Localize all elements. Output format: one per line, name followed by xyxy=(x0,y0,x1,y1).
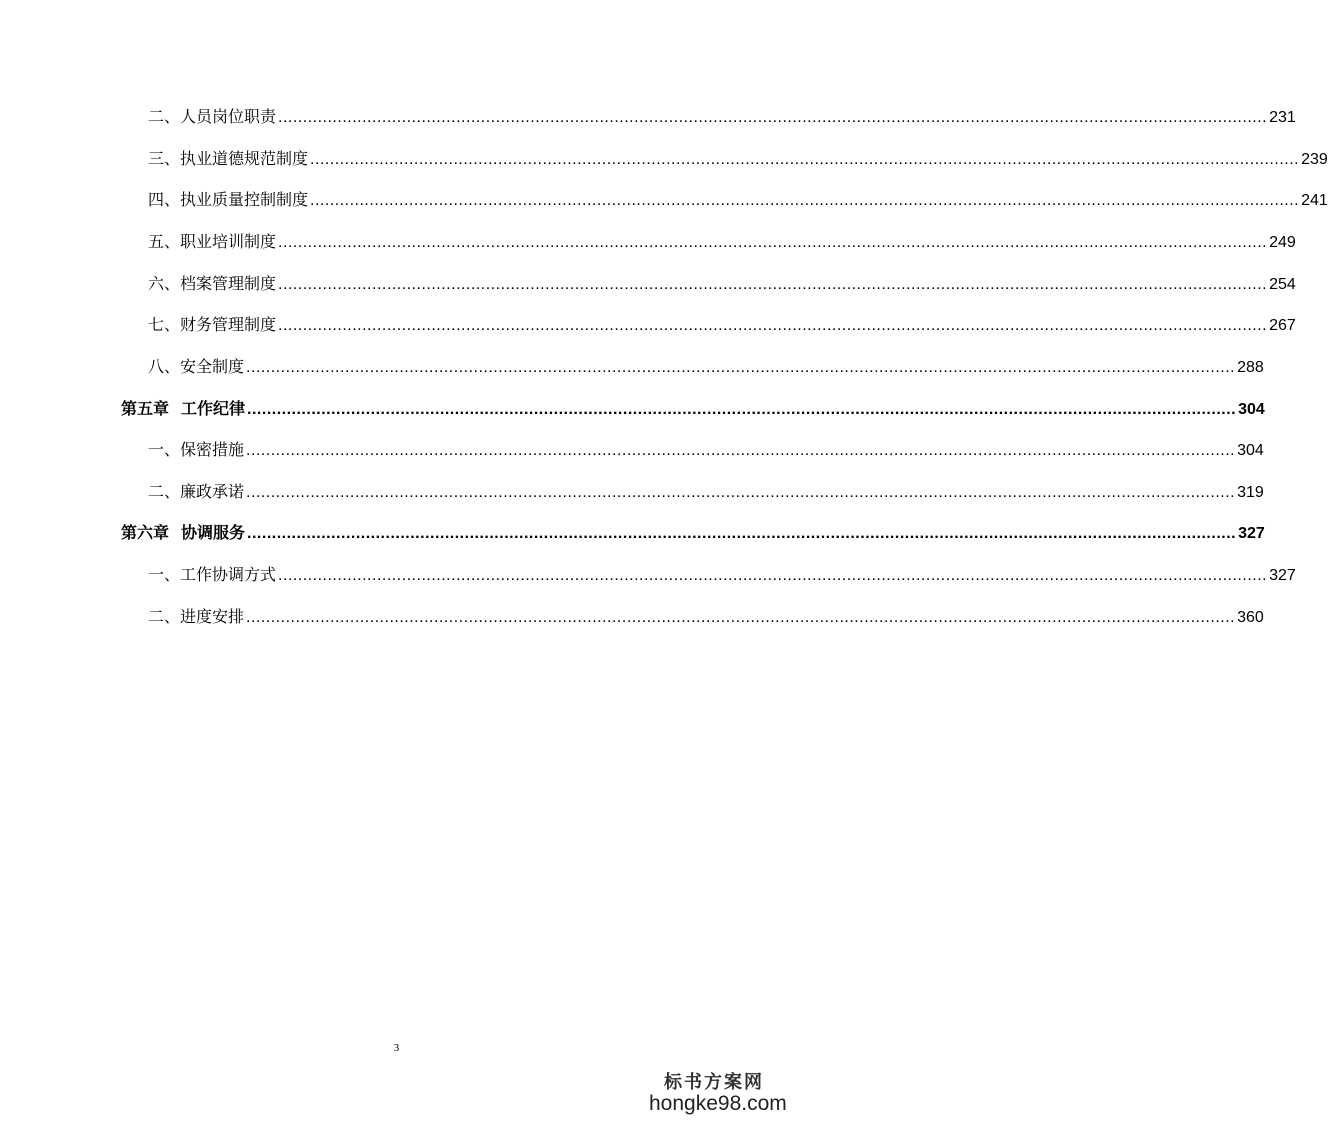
toc-leader-dots: ........................................................................................................................................................................................................ xyxy=(278,567,1268,584)
toc-leader-dots: ........................................................................................................................................................................................................ xyxy=(246,359,1236,376)
toc-entry[interactable] xyxy=(0,146,1328,172)
toc-entry-page: 231 xyxy=(1269,109,1296,126)
toc-entry[interactable] xyxy=(0,229,1296,255)
toc-leader-dots: ........................................................................................................................................................................................................ xyxy=(247,401,1237,418)
toc-entry-number: 一、 xyxy=(148,565,181,584)
toc-entry-page: 327 xyxy=(1269,567,1296,584)
toc-chapter-page: 327 xyxy=(1238,525,1265,542)
toc-entry-page: 267 xyxy=(1269,317,1296,334)
toc-entry-title: 工作协调方式 xyxy=(180,565,277,584)
toc-chapter-entry[interactable] xyxy=(0,396,1265,422)
toc-entry[interactable] xyxy=(0,312,1296,338)
toc-leader-dots: ........................................................................................................................................................................................................ xyxy=(246,484,1236,501)
toc-chapter-number: 第五章 xyxy=(121,399,170,418)
toc-entry-title: 人员岗位职责 xyxy=(180,107,277,126)
toc-entry-page: 249 xyxy=(1269,234,1296,251)
toc-entry-page: 304 xyxy=(1237,442,1264,459)
watermark-logo xyxy=(649,1068,787,1116)
toc-entry[interactable] xyxy=(0,437,1264,463)
toc-entry-number: 八、 xyxy=(148,357,181,376)
toc-entry-title: 进度安排 xyxy=(180,607,245,626)
toc-entry[interactable] xyxy=(0,354,1264,380)
toc-entry-number: 七、 xyxy=(148,315,181,334)
toc-leader-dots: ........................................................................................................................................................................................................ xyxy=(246,442,1236,459)
toc-entry-page: 239 xyxy=(1301,151,1328,168)
toc-entry-number: 二、 xyxy=(148,607,181,626)
toc-leader-dots: ........................................................................................................................................................................................................ xyxy=(278,234,1268,251)
toc-leader-dots: ........................................................................................................................................................................................................ xyxy=(278,109,1268,126)
page-number: 3 xyxy=(393,1042,400,1054)
toc-entry-title: 职业培训制度 xyxy=(180,232,277,251)
toc-leader-dots: ........................................................................................................................................................................................................ xyxy=(246,609,1236,626)
toc-leader-dots: ........................................................................................................................................................................................................ xyxy=(247,525,1237,542)
toc-chapter-page: 304 xyxy=(1238,401,1265,418)
toc-entry-title: 档案管理制度 xyxy=(180,274,277,293)
toc-entry-title: 廉政承诺 xyxy=(180,482,245,501)
toc-entry-page: 241 xyxy=(1301,192,1328,209)
toc-entry[interactable] xyxy=(0,604,1264,630)
toc-entry[interactable] xyxy=(0,479,1264,505)
toc-entry-title: 安全制度 xyxy=(180,357,245,376)
watermark-url-text: hongke98.com xyxy=(649,1092,787,1115)
toc-leader-dots: ........................................................................................................................................................................................................ xyxy=(278,317,1268,334)
toc-entry-title: 执业质量控制制度 xyxy=(180,190,309,209)
toc-entry-number: 六、 xyxy=(148,274,181,293)
toc-entry[interactable] xyxy=(0,562,1296,588)
toc-entry-number: 一、 xyxy=(148,440,181,459)
toc-chapter-title: 工作纪律 xyxy=(181,399,246,418)
toc-entry-number: 二、 xyxy=(148,107,181,126)
toc-leader-dots: ........................................................................................................................................................................................................ xyxy=(310,151,1300,168)
toc-entry[interactable] xyxy=(0,271,1296,297)
toc-entry-page: 288 xyxy=(1237,359,1264,376)
toc-leader-dots: ........................................................................................................................................................................................................ xyxy=(310,192,1300,209)
toc-entry-number: 四、 xyxy=(148,190,181,209)
toc-chapter-entry[interactable] xyxy=(0,520,1265,546)
toc-entry[interactable] xyxy=(0,187,1328,213)
toc-entry[interactable] xyxy=(0,104,1296,130)
toc-entry-title: 财务管理制度 xyxy=(180,315,277,334)
toc-entry-page: 254 xyxy=(1269,276,1296,293)
watermark-cn-text: 标书方案网 xyxy=(664,1072,764,1093)
toc-leader-dots: ........................................................................................................................................................................................................ xyxy=(278,276,1268,293)
toc-chapter-number: 第六章 xyxy=(121,523,170,542)
toc-entry-title: 保密措施 xyxy=(180,440,245,459)
toc-entry-number: 五、 xyxy=(148,232,181,251)
toc-entry-number: 三、 xyxy=(148,149,181,168)
toc-chapter-title: 协调服务 xyxy=(181,523,246,542)
toc-entry-number: 二、 xyxy=(148,482,181,501)
toc-entry-page: 360 xyxy=(1237,609,1264,626)
toc-entry-title: 执业道德规范制度 xyxy=(180,149,309,168)
toc-entry-page: 319 xyxy=(1237,484,1264,501)
